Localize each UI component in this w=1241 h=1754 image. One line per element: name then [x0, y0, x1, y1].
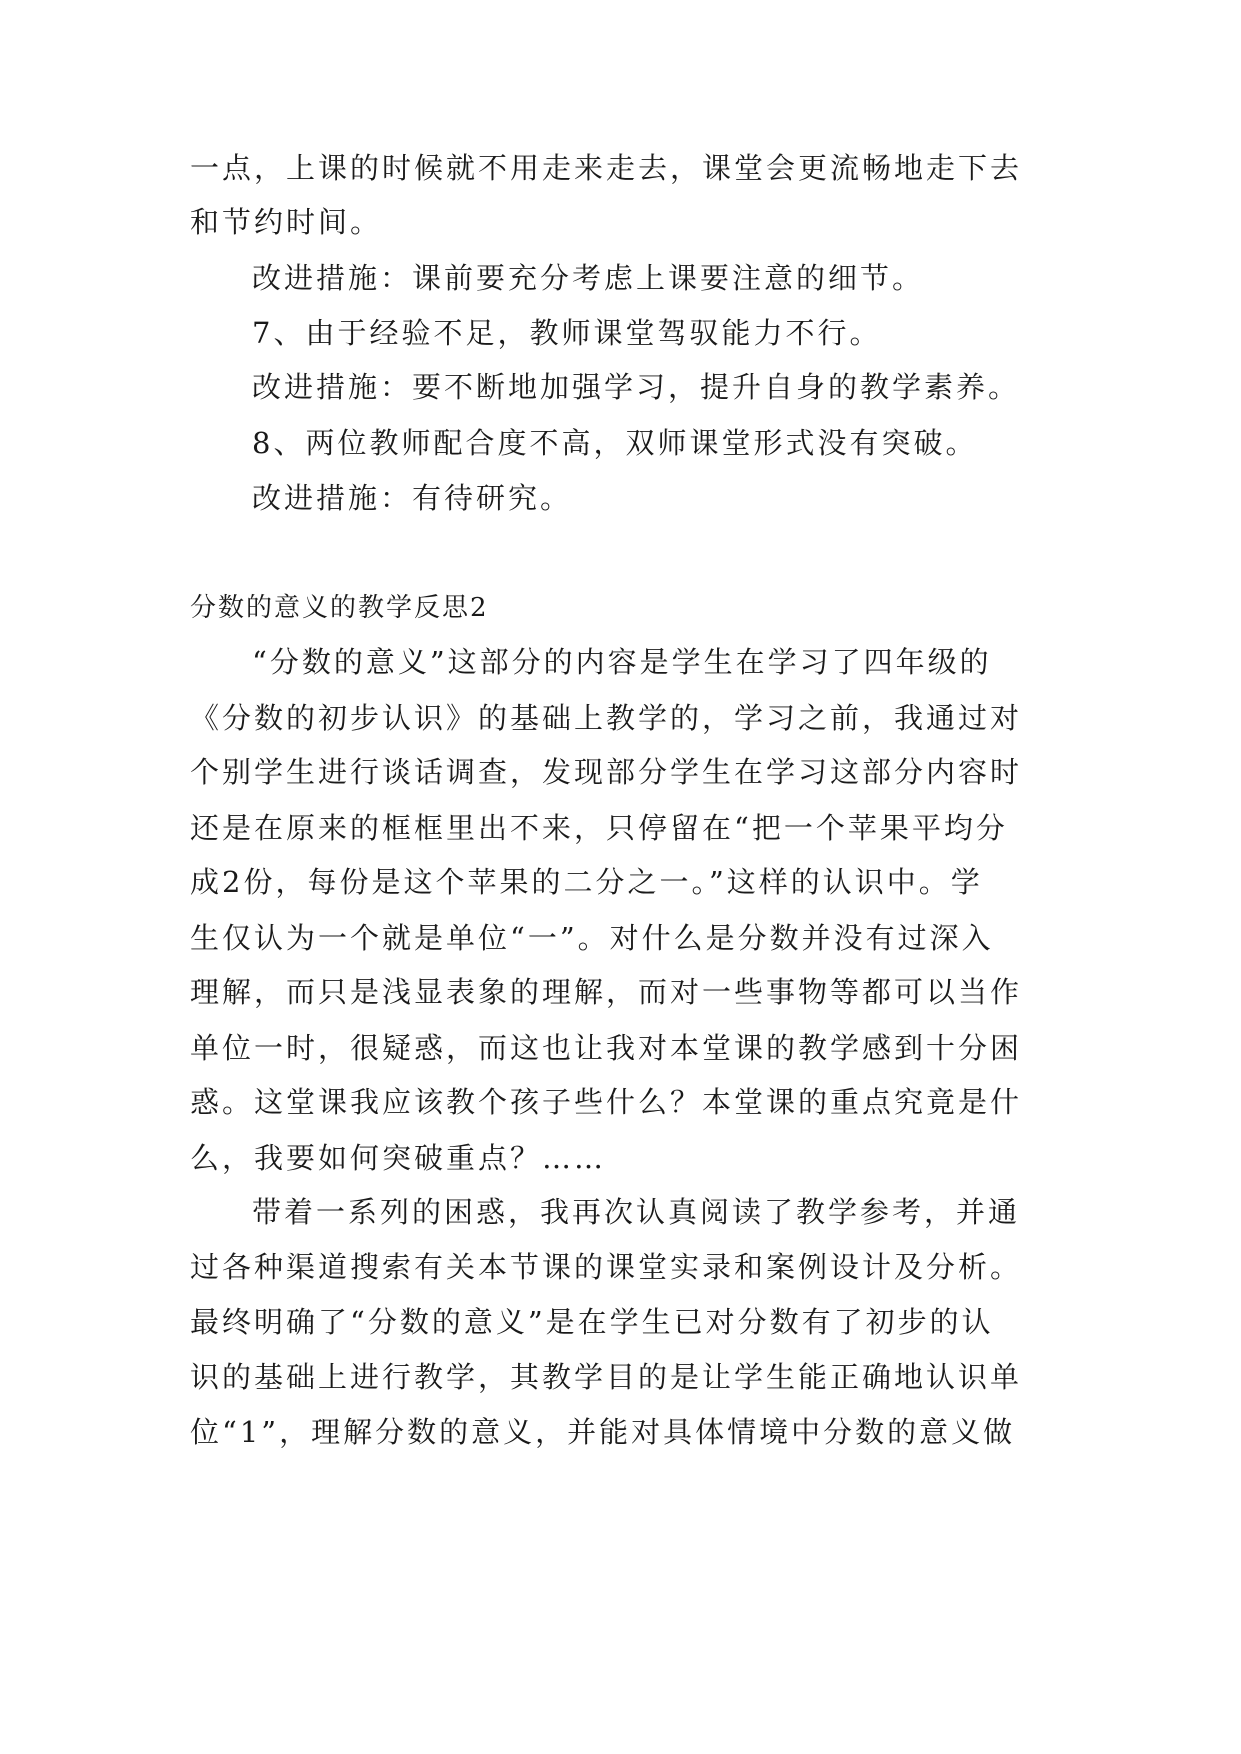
text-line: 带着一系列的困惑，我再次认真阅读了教学参考，并通: [252, 1195, 1021, 1229]
text-line: 7、由于经验不足，教师课堂驾驭能力不行。: [252, 316, 882, 350]
text-line: 成2份，每份是这个苹果的二分之一。”这样的认识中。学: [190, 865, 983, 899]
text-line: 最终明确了“分数的意义”是在学生已对分数有了初步的认: [190, 1305, 994, 1339]
text-line: 位“1”，理解分数的意义，并能对具体情境中分数的意义做: [190, 1415, 1016, 1449]
text-line: 《分数的初步认识》的基础上教学的，学习之前，我通过对: [190, 701, 1023, 735]
text-line: 惑。这堂课我应该教个孩子些什么？本堂课的重点究竟是什: [190, 1085, 1023, 1119]
section-title: 分数的意义的教学反思2: [190, 593, 489, 623]
text-line: 生仅认为一个就是单位“一”。对什么是分数并没有过深入: [190, 921, 994, 955]
text-line: 一点，上课的时候就不用走来走去，课堂会更流畅地走下去: [190, 151, 1023, 185]
text-line: 理解，而只是浅显表象的理解，而对一些事物等都可以当作: [190, 975, 1023, 1009]
text-line: 还是在原来的框框里出不来，只停留在“把一个苹果平均分: [190, 811, 1008, 845]
text-line: 改进措施：课前要充分考虑上课要注意的细节。: [252, 261, 925, 295]
text-line: “分数的意义”这部分的内容是学生在学习了四年级的: [252, 645, 992, 679]
text-line: 个别学生进行谈话调查，发现部分学生在学习这部分内容时: [190, 755, 1023, 789]
text-line: 改进措施：要不断地加强学习，提升自身的教学素养。: [252, 370, 1021, 404]
text-line: 改进措施：有待研究。: [252, 481, 573, 515]
text-line: 和节约时间。: [190, 205, 383, 239]
text-line: 识的基础上进行教学，其教学目的是让学生能正确地认识单: [190, 1360, 1023, 1394]
text-line: 过各种渠道搜索有关本节课的课堂实录和案例设计及分析。: [190, 1250, 1023, 1284]
text-line: 8、两位教师配合度不高，双师课堂形式没有突破。: [252, 426, 978, 460]
text-line: 么，我要如何突破重点？……: [190, 1141, 607, 1175]
text-line: 单位一时，很疑惑，而这也让我对本堂课的教学感到十分困: [190, 1031, 1023, 1065]
